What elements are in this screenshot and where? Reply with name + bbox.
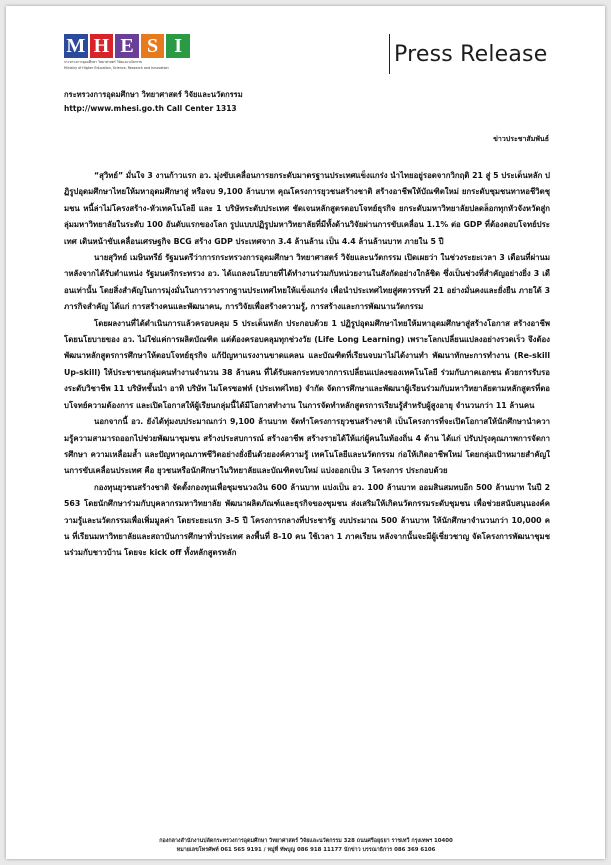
paragraph-youth-program: นอกจากนี้ อว. ยังได้ทุ่มงบประมาณกว่า 9,100 ล้านบาท จัดทำโครงการยุวชนสร้างชาติ เป็นโครงการที่จะเปิดโอกาสให้นักศึกษานำความรู้ความสามารถออกไปช่วยพัฒนาชุมชน สร้างประสบการณ์ สร้างอาชีพ สร้างรายได้ให้แก่ผู้คนในท้องถิ่น 4 ด้าน ได้แก่ ปรับปรุงคุณภาพการจัดการศึกษา ความเหลื่อมล้ำ และปัญหาคุณภาพชีวิตอย่างยั่งยืนด้วยองค์ความรู้ เทคโนโลยีและนวัตกรรม ก่อให้เกิดอาชีพใหม่ โดยกลุ่มเป้าหมายสำคัญในการขับเคลื่อนประเทศ คือ ยุวชนหรือนักศึกษาในวิทยาลัยและบัณฑิตจบใหม่ แบ่งออกเป็น 3 โครงการ ประกอบด้วย [64, 417, 550, 476]
paragraph-achievements: โดยผลงานที่ได้ดำเนินการแล้วครอบคลุม 5 ประเด็นหลัก ประกอบด้วย 1 ปฏิรูปอุดมศึกษาไทยให้มหาอุดมศึกษาสู่สร้างโอกาส สร้างอาชีพ โดยนโยบายของ อว. ไม่ใช่แค่การผลิตบัณฑิต แต่ต้องครอบคลุมทุกช่วงวัย (Life Long Learning) เพราะโลกเปลี่ยนแปลงอย่างรวดเร็ว จึงต้องพัฒนาหลักสูตรการศึกษาให้ตอบโจทย์ธุรกิจ แก้ปัญหาแรงงานขาดแคลน และบัณฑิตที่เรียนจบมาไม่ได้งานทำ พัฒนาทักษะการทำงาน (Re-skill Up-skill) ให้ประชาชนกลุ่มคนทำงานจำนวน 38 ล้านคน ที่ได้รับผลกระทบจากการเปลี่ยนแปลงของเทคโนโลยี ร่วมกับภาคเอกชน ด้วยการรับรองระดับวิชาชีพ 11 บริษัทชั้นนำ อาทิ บริษัท ไมโครซอฟท์ (ประเทศไทย) จำกัด จัดการศึกษาและพัฒนาผู้เรียนร่วมกับมหาวิทยาลัยตามหลักสูตรที่ตอบโจทย์ความต้องการ และเปิดโอกาสให้ผู้เรียนกลุ่มนี้ได้มีโอกาสทำงาน ในการจัดทำหลักสูตรการเรียนรู้สำหรับผู้สูงอายุ จำนวนกว่า 11 ล้านคน [64, 318, 550, 410]
news-category-tag: ข่าวประชาสัมพันธ์ [493, 135, 549, 143]
logo-letter-i: I [166, 34, 190, 58]
paragraph-minister-statement: นายสุวิทย์ เมษินทรีย์ รัฐมนตรีว่าการกระทรวงการอุดมศึกษา วิทยาศาสตร์ วิจัยและนวัตกรรม เปิดเผยว่า ในช่วงระยะเวลา 3 เดือนที่ผ่านมาหลังจากได้รับตำแหน่ง รัฐมนตรีกระทรวง อว. ได้แถลงนโยบายที่ได้ทำงานร่วมกับหน่วยงานในสังกัดอย่างใกล้ชิด ซึ่งเป็นช่วงที่สำคัญอย่างยิ่ง 3 เดือนเท่านั้น โดยสิ่งสำคัญในการมุ่งมั่นในการวางรากฐานประเทศไทยให้แข็งแกร่ง เพื่อนำประเทศไทยสู่ศตวรรษที่ 21 อย่างมั่นคงและยั่งยืน ภายใต้ 3 ภารกิจสำคัญ ได้แก่ การสร้างคนและพัฒนาคน, การวิจัยเพื่อสร้างความรู้, การสร้างและการพัฒนานวัตกรรม [64, 253, 550, 312]
website-contact: http://www.mhesi.go.th Call Center 1313 [64, 104, 237, 113]
footer-address: กองกลางสำนักงานปลัดกระทรวงการอุดมศึกษา วิทยาศาสตร์ วิจัยและนวัตกรรม 328 ถนนศรีอยุธยา ราชเทวี กรุงเทพฯ 10400 [159, 838, 453, 844]
logo-letter-h: H [90, 34, 114, 58]
logo-caption-thai: กระทรวงการอุดมศึกษา วิทยาศาสตร์ วิจัยและนวัตกรรม [64, 60, 143, 64]
document-page [6, 6, 605, 859]
logo-letter-e: E [115, 34, 139, 58]
footer-phone: หมายเลขโทรศัพท์ 061 565 9191 / หมู่ที่ ทัพบุญ 086 918 11177 นักข่าว บรรณาธิการ 086 369 6106 [176, 846, 436, 853]
page-footer [62, 837, 550, 854]
ministry-name: กระทรวงการอุดมศึกษา วิทยาศาสตร์ วิจัยและนวัตกรรม [64, 90, 243, 99]
press-release-body [64, 168, 550, 562]
paragraph-youth-fund: กองทุนยุวชนสร้างชาติ จัดตั้งกองทุนเพื่อชุมชนวงเงิน 600 ล้านบาท แบ่งเป็น อว. 100 ล้านบาท ออมสินสมทบอีก 500 ล้านบาท ในปี 2563 โดยนักศึกษาร่วมกับบุคลากรมหาวิทยาลัย พัฒนาผลิตภัณฑ์และธุรกิจของชุมชน ส่งเสริมให้เกิดนวัตกรรมระดับชุมชน เพื่อช่วยสนับสนุนองค์ความรู้และนวัตกรรมเพื่อเพิ่มมูลค่า โดยระยะแรก 3-5 ปี โครงการกลางที่ประชารัฐ งบประมาณ 500 ล้านบาท ให้นักศึกษาจำนวนกว่า 10,000 คน ที่เรียนมหาวิทยาลัยและสถาบันการศึกษาทั่วประเทศ ลงพื้นที่ 8-10 คน ใช้เวลา 1 ภาคเรียน หลังจากนั้นจะมีผู้เชี่ยวชาญ จัดโครงการพัฒนาชุมชนร่วมกับชาวบ้าน โดยจะ kick off ทั้งหลักสูตรหลัก [64, 482, 550, 558]
press-release-title: Press Release [394, 42, 548, 67]
logo-letter-m: M [64, 34, 88, 58]
logo-letters [64, 34, 190, 58]
mhesi-logo [64, 34, 190, 74]
paragraph-lead: “สุวิทย์” มั่นใจ 3 งานก้าวแรก อว. มุ่งขับเคลื่อนการยกระดับมาตรฐานประเทศแข็งแกร่ง นำไทยอยู่รอดจากวิกฤติ 21 สู่ 5 ประเด็นหลัก ปฏิรูปอุดมศึกษาไทยให้มหาอุดมศึกษาสู่ หรือจบ 9,100 ล้านบาท คุณโครงการยุวชนสร้างชาติ สร้างอาชีพให้บัณฑิตใหม่ ยกระดับชุมชนทาหอชีวิตชุมชน หนี้ล่าไม่โครงสร้าง-หัวเทคโนโลยี และ 1 บริษัทระดับประเทศ ชัดเจนหลักสูตรตอบโจทย์ธุรกิจ ยกระดับมหาวิทยาลัยปลดล็อกทุกหัวจังหวัดสู่กลุ่มมหาวิทยาลัยในระดับ 100 อันดับแรกของโลก รูปแบบปฏิรูปมหาวิทยาลัยที่มีทั้งด้านวิจัยผ่านการขับเคลื่อน 1.1% ต่อ GDP ที่ต้องตอบโจทย์ประเทศ เดินหน้าขับเคลื่อนเศรษฐกิจ BCG สร้าง GDP ประเทศจาก 3.4 ล้านล้าน เป็น 4.4 ล้านล้านบาท ภายใน 5 ปี [64, 171, 550, 246]
header-divider [389, 34, 390, 74]
logo-letter-s: S [141, 34, 165, 58]
logo-caption-english: Ministry of Higher Education, Science, Research and Innovation [64, 66, 169, 71]
